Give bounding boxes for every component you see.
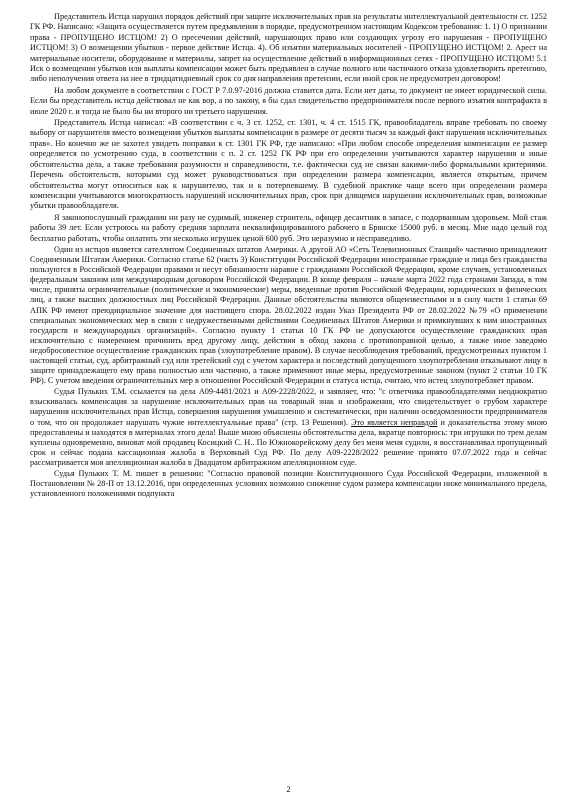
paragraph-constitutional-court: Судья Пульких Т. М. пишет в решении: "Согласно правовой позиции Конституционного Суда Российской Федерации, изложенной в Постановлении № 28-П от 13.12.2016, при определенных условиях возможно снижение судом размера компенсации ниже минимального предела, установленного положениями подпункта xyxy=(30,469,547,499)
paragraph-sanctions-abuse-of-right: Один из истцов является сателлитом Соединенных штатов Америки. А другой АО «Сеть Телевизионных Станций» частично принадлежит Соединенным Штатам Америки. Согласно статье 62 (часть 3) Конституции Российской Федерации иностранные граждане и лица без гражданства пользуются в Российской Федерации правами и несут обязанности наравне с гражданами Российской Федерации, кроме случаев, установленных федеральным законом или международным договором Российской Федерации. В конце февраля – начале марта 2022 года странами Запада, в том числе, приняты ограничительные (политические и экономические) меры, введенные против Российской Федерации, юридических и физических лиц, а также высших должностных лиц Российской Федерации. Данные обстоятельства являются общеизвестными и в силу части 1 статьи 69 АПК РФ имеют преюдициальное значение для настоящего спора. 28.02.2022 издан Указ Президента РФ от 28.02.2022 №79 «О применении специальных экономических мер в связи с недружественными действиями Соединенных Штатов Америки и примкнувших к ним иностранных государств и международных организаций». Согласно пункту 1 статьи 10 ГК РФ не допускаются осуществление гражданских прав исключительно с намерением причинить вред другому лицу, действия в обход закона с противоправной целью, а также иное заведомо недобросовестное осуществление гражданских прав (злоупотребление правом). В случае несоблюдения требований, предусмотренных пунктом 1 настоящей статьи, суд, арбитражный суд или третейский суд с учетом характера и последствий допущенного злоупотребления отказывают лицу в защите принадлежащего ему права полностью или частично, а также применяют иные меры, предусмотренные законом (пункт 2 статьи 10 ГК РФ). С учетом введения ограничительных мер в отношении Российской Федерации и статуса истца, считаю, что истец злоупотребляет правом. xyxy=(30,244,547,386)
underlined-statement: Это является неправдой xyxy=(351,417,438,427)
paragraph-procedure-violation: Представитель Истца нарушил порядок действий при защите исключительных прав на результаты интеллектуальной деятельности ст. 1252 ГК РФ. Написано: «Защита осуществляется путем предъявления в порядке, предусмотренном настоящим Кодексом требования: 1. 1) О признании права - ПРОПУЩЕНО ИСТЦОМ! 2) О пресечении действий, нарушающих право или создающих угрозу его нарушения - ПРОПУЩЕНО ИСТЦОМ! 3) О возмещении убытков - первое действие Истца. 4). Об изъятии материальных носителей - ПРОПУЩЕНО ИСТЦОМ! 2. Арест на материальные носители, оборудование и материалы, запрет на осуществление действий в информационных сетях - ПРОПУЩЕНО ИСТЦОМ! 5.1 Иск о возмещении убытков или выплаты компенсации может быть предъявлен в случае полного или частичного отказа удовлетворить претензию, либо неполучения ответа на нее в тридцатидневный срок со дня направления претензии, если иной срок не предусмотрен договором! xyxy=(30,12,547,84)
page-number: 2 xyxy=(286,783,291,794)
paragraph-judge-claims xyxy=(30,387,547,468)
paragraph-compensation-amount: Представитель Истца написал: «В соответствии с ч. 3 ст. 1252, ст. 1301, ч. 4 ст. 1515 ГК, правообладатель вправе требовать по своему выбору от нарушителя вместо возмещения убытков выплаты компенсации в размере от десяти тысяч за каждый факт нарушения исключительных прав». Но конечно же не захотел увидеть поправки к ст. 1301 ГК РФ, где написано: «При любом способе определения компенсации ее размер определяется по усмотрению суда, в соответствии с п. 2 ст. 1252 ГК РФ при его определении учитываются характер нарушения и иные обстоятельства дела, а также требования разумности и справедливости, т.е. фактически суд не связан какими-либо формальными критериями. Перечень обстоятельств, которыми суд может руководствоваться при определении размера компенсации, является открытым, причем обстоятельства могут относиться как к нарушителю, так и к потерпевшему. В судебной практике чаще всего при определении размера компенсации учитываются многократность нарушений исключительных прав, срок при длящемся нарушении исключительных прав, возможные убытки правообладателя. xyxy=(30,118,547,211)
paragraph-judge-claims-after: и доказательства этому мною предоставлены и находятся в материалах этого дела! Выше мною объяснены обстоятельства дела, вкратце повторюсь: три игрушки по трем делам куплены одновременно, виноват мой продавец Косицкий С. Н.. По Южнокорейскому делу без меня меня судили, я восстанавливал пропущенный срок и сейчас подана кассационная жалоба в Верховный Суд РФ. По делу А09-2228/2022 решение принято 07.07.2022 года и сейчас рассматривается моя апелляционная жалоба в Двадцатом арбитражном апелляционном суде. xyxy=(30,417,547,467)
paragraph-judge-claims-before: Судья Пульких Т.М. ссылается на дела А09-4481/2021 и А09-2228/2022, и заявляет, что: "с ответчика правообладателями неоднократно взыскивалась компенсация за нарушение исключительных прав на товарный знак и изображения, что свидетельствует о грубом характере нарушения исключительных прав Истца, совершения нарушения умышленно и систематически, при наличии осведомленности предпринимателя о том, что он продолжает нарушать чужие интеллектуальные права" (стр. 13 Решения). xyxy=(30,387,547,427)
paragraph-defendant-status: Я законопослушный гражданин ни разу не судимый, инженер строитель, офицер десантник в запасе, с подорванным здоровьем. Мой стаж работы 39 лет. Если устроюсь на работу средняя зарплата неквалифицированного рабочего в Брянске 15000 руб. в месяц. Мне надо целый год бесплатно работать, чтобы оплатить эти несколько игрушек ценой 600 руб. Это неразумно и несправедливо. xyxy=(30,212,547,243)
paragraph-document-date: На любом документе в соответствии с ГОСТ Р 7.0.97-2016 должна ставится дата. Если нет даты, то документ не имеет юридической силы. Если бы представитель истца действовал не как вор, а по закону, я бы сдал свидетельство предпринимателя после первого изъятия контрафакта в июле 2020 г. и тогда не было бы ни второго ни третьего нарушения. xyxy=(30,85,547,116)
